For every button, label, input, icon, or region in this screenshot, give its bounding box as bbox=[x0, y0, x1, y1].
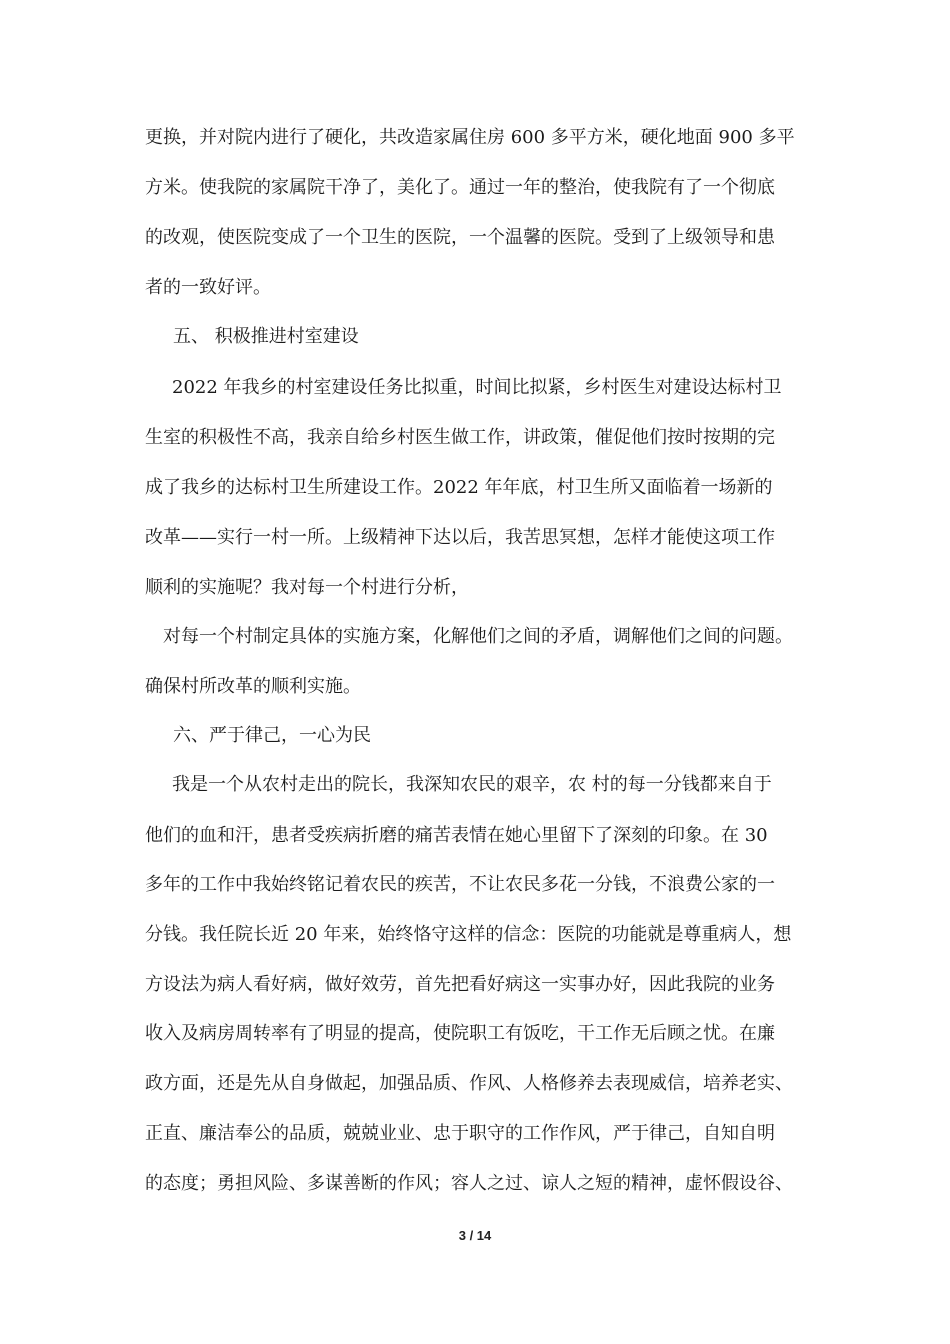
body-line: 分钱。我任院长近 20 年来，始终恪守这样的信念：医院的功能就是尊重病人，想 bbox=[145, 924, 792, 945]
body-line: 多年的工作中我始终铭记着农民的疾苦，不让农民多花一分钱，不浪费公家的一 bbox=[145, 874, 775, 895]
body-line: 生室的积极性不高，我亲自给乡村医生做工作，讲政策，催促他们按时按期的完 bbox=[145, 427, 775, 448]
body-line: 者的一致好评。 bbox=[145, 277, 271, 298]
body-line: 正直、廉洁奉公的品质，兢兢业业、忠于职守的工作作风，严于律己，自知自明 bbox=[145, 1123, 775, 1144]
body-line: 更换，并对院内进行了硬化，共改造家属住房 600 多平方米，硬化地面 900 多平 bbox=[145, 127, 795, 148]
body-line: 他们的血和汗，患者受疾病折磨的痛苦表情在她心里留下了深刻的印象。在 30 bbox=[145, 825, 768, 846]
section-heading: 五、 积极推进村室建设 bbox=[173, 326, 359, 347]
body-line: 政方面，还是先从自身做起，加强品质、作风、人格修养去表现威信，培养老实、 bbox=[145, 1073, 793, 1094]
body-line: 收入及病房周转率有了明显的提高，使院职工有饭吃，干工作无后顾之忧。在廉 bbox=[145, 1023, 775, 1044]
body-line: 的态度；勇担风险、多谋善断的作风；容人之过、谅人之短的精神，虚怀假设谷、 bbox=[145, 1173, 793, 1194]
body-line: 的改观，使医院变成了一个卫生的医院，一个温馨的医院。受到了上级领导和患 bbox=[145, 227, 775, 248]
body-line: 对每一个村制定具体的实施方案，化解他们之间的矛盾，调解他们之间的问题。 bbox=[163, 626, 793, 647]
page-number: 3 / 14 bbox=[458, 1228, 492, 1243]
body-line: 方设法为病人看好病，做好效劳，首先把看好病这一实事办好，因此我院的业务 bbox=[145, 974, 775, 995]
body-line: 成了我乡的达标村卫生所建设工作。2022 年年底，村卫生所又面临着一场新的 bbox=[145, 477, 773, 498]
body-line: 改革——实行一村一所。上级精神下达以后，我苦思冥想，怎样才能使这项工作 bbox=[145, 527, 775, 548]
body-line: 方米。使我院的家属院干净了，美化了。通过一年的整治，使我院有了一个彻底 bbox=[145, 177, 775, 198]
body-line: 我是一个从农村走出的院长，我深知农民的艰辛，农 村的每一分钱都来自于 bbox=[172, 774, 772, 795]
body-line: 确保村所改革的顺利实施。 bbox=[145, 676, 361, 697]
section-heading: 六、严于律己，一心为民 bbox=[173, 725, 371, 746]
body-line: 顺利的实施呢？我对每一个村进行分析， bbox=[145, 577, 469, 598]
body-line: 2022 年我乡的村室建设任务比拟重，时间比拟紧，乡村医生对建设达标村卫 bbox=[172, 377, 782, 398]
